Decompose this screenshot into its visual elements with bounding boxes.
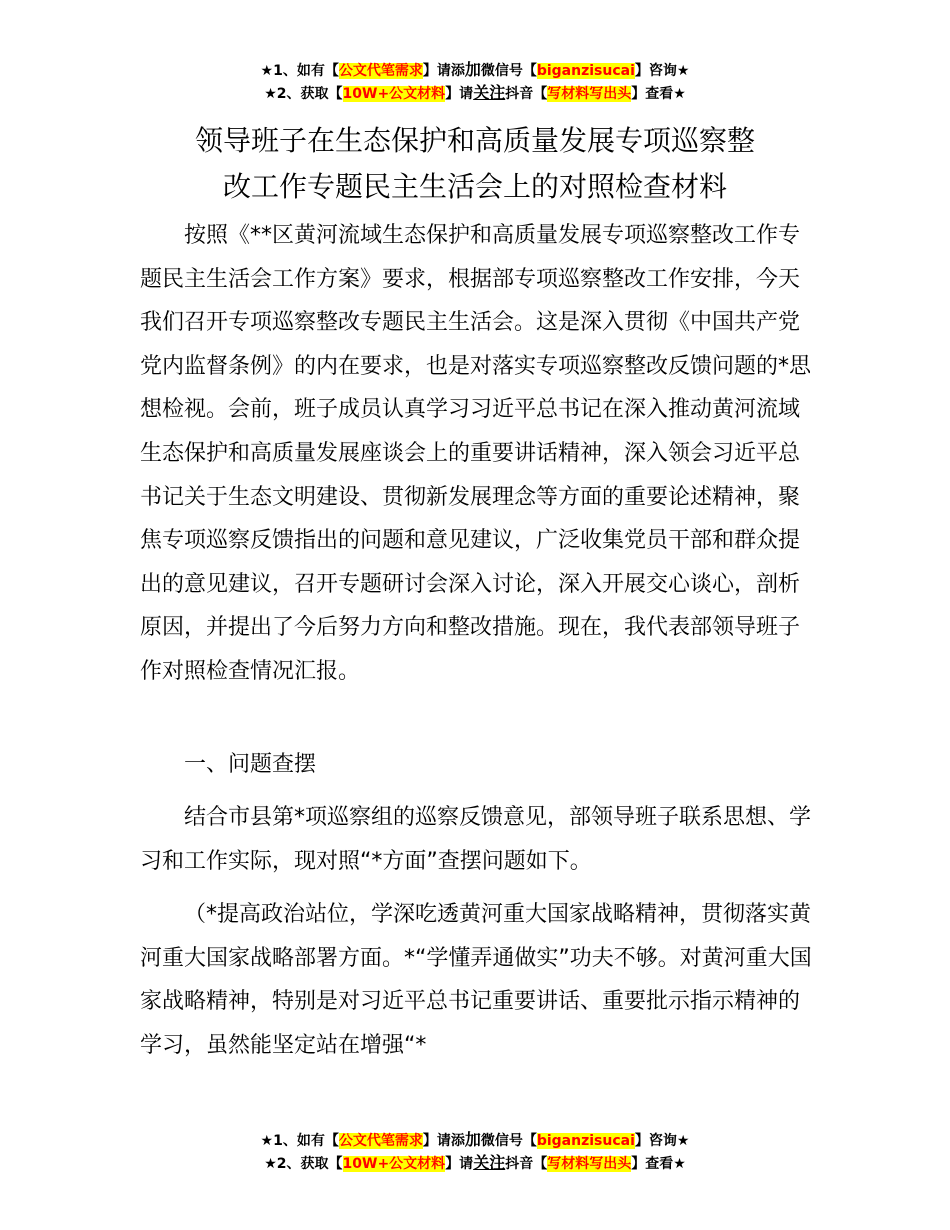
- banner-text: ★1、如有【: [260, 1133, 339, 1149]
- banner-text: 】请: [445, 86, 474, 102]
- banner-text: 】查看★: [631, 86, 686, 102]
- paragraph-2: 结合市县第*项巡察组的巡察反馈意见，部领导班子联系思想、学习和工作实际，现对照“*方面”查摆问题如下。: [140, 805, 812, 874]
- wechat-id: biganzisucai: [536, 1133, 635, 1149]
- banner-highlight: 公文代笔需求: [338, 63, 423, 79]
- banner-text: 】请: [445, 1156, 474, 1172]
- banner-text: 】查看★: [631, 1156, 686, 1172]
- douyin-id: 写材料写出头: [547, 1156, 632, 1172]
- banner-highlight: 10W+公文材料: [342, 1156, 446, 1172]
- banner-text: 】请添: [422, 63, 465, 79]
- title-line-1: 领导班子在生态保护和高质量发展专项巡察整: [194, 124, 755, 157]
- banner-text: 抖音【: [505, 1156, 548, 1172]
- banner-highlight: 公文代笔需求: [338, 1133, 423, 1149]
- banner-text: ★2、获取【: [264, 1156, 343, 1172]
- banner-text: 】请添: [422, 1133, 465, 1149]
- banner-line-1: [0, 1129, 950, 1152]
- banner-text: 抖音【: [505, 86, 548, 102]
- banner-line-2: [0, 1152, 950, 1175]
- wechat-id: biganzisucai: [536, 63, 635, 79]
- banner-emphasis: 关注: [473, 1153, 506, 1172]
- banner-text: 微信号【: [480, 1133, 537, 1149]
- section-heading: 一、问题查摆: [184, 752, 317, 777]
- banner-text: 微信号【: [480, 63, 537, 79]
- banner-line-1: [0, 59, 950, 82]
- banner-line-2: [0, 82, 950, 105]
- top-banner: [0, 59, 950, 105]
- banner-emphasis: 加: [464, 1130, 481, 1149]
- banner-highlight: 10W+公文材料: [342, 86, 446, 102]
- bottom-banner: [0, 1129, 950, 1175]
- intro-paragraph: 按照《**区黄河流域生态保护和高质量发展专项巡察整改工作专题民主生活会工作方案》要求，根据部专项巡察整改工作安排，今天我们召开专项巡察整改专题民主生活会。这是深入贯彻《中国共产党党内监督条例》的内在要求，也是对落实专项巡察整改反馈问题的*思想检视。会前，班子成员认真学习习近平总书记在深入推动黄河流域生态保护和高质量发展座谈会上的重要讲话精神，深入领会习近平总书记关于生态文明建设、贯彻新发展理念等方面的重要论述精神，聚焦专项巡察反馈指出的问题和意见建议，广泛收集党员干部和群众提出的意见建议，召开专题研讨会深入讨论，深入开展交心谈心，剖析原因，并提出了今后努力方向和整改措施。现在，我代表部领导班子作对照检查情况汇报。: [140, 223, 812, 684]
- document-title: [0, 118, 950, 210]
- banner-emphasis: 关注: [473, 83, 506, 102]
- douyin-id: 写材料写出头: [547, 86, 632, 102]
- banner-text: 】咨询★: [634, 1133, 690, 1149]
- banner-emphasis: 加: [464, 60, 481, 79]
- banner-text: 】咨询★: [634, 63, 690, 79]
- paragraph-3: （*提高政治站位，学深吃透黄河重大国家战略精神，贯彻落实黄河重大国家战略部署方面。*“学懂弄通做实”功夫不够。对黄河重大国家战略精神，特别是对习近平总书记重要讲话、重要批示指示精神的学习，虽然能坚定站在增强“*: [140, 902, 812, 1058]
- banner-text: ★2、获取【: [264, 86, 343, 102]
- title-line-2: 改工作专题民主生活会上的对照检查材料: [222, 170, 727, 203]
- banner-text: ★1、如有【: [260, 63, 339, 79]
